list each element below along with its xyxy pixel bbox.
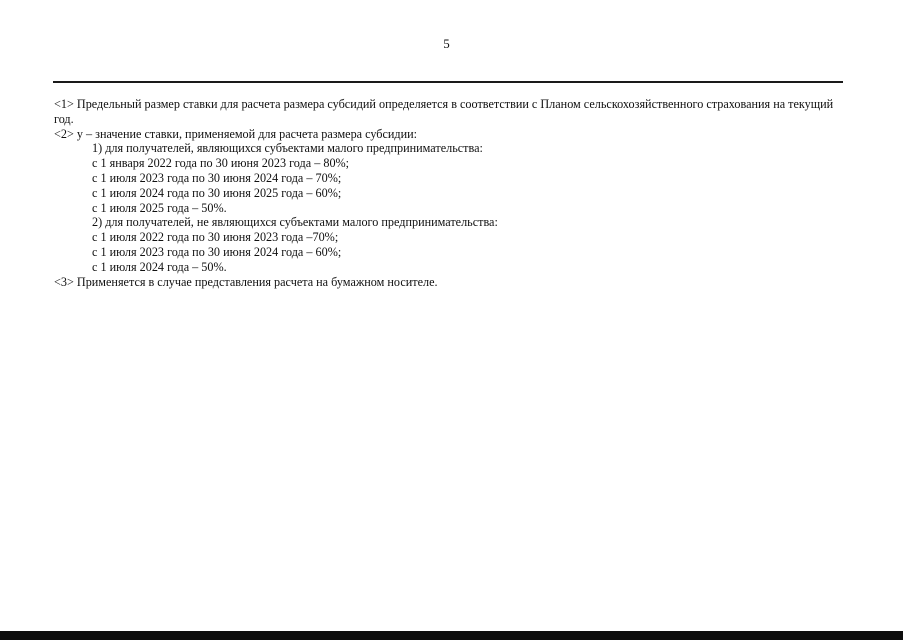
group-2-item: с 1 июля 2024 года – 50%. (92, 259, 227, 274)
group-1-item: с 1 июля 2024 года по 30 июня 2025 года – 60%; (92, 185, 342, 200)
page-number: 5 (443, 36, 450, 51)
footnote-1: <1> Предельный размер ставки для расчета размера субсидий определяется в соответствии с Планом сельскохозяйственного страхования на текущий год. (54, 97, 834, 126)
group-2-item: с 1 июля 2023 года по 30 июня 2024 года – 60%; (92, 244, 342, 259)
footnote-2: <2> у – значение ставки, применяемой для расчета размера субсидии: (54, 126, 418, 141)
horizontal-rule (53, 81, 843, 83)
scan-bottom-edge (0, 631, 903, 640)
group-2-item: с 1 июля 2022 года по 30 июня 2023 года –70%; (92, 230, 339, 245)
group-1-item: с 1 июля 2025 года – 50%. (92, 200, 227, 215)
footnotes-section (54, 97, 844, 289)
group-1-item: с 1 июля 2023 года по 30 июня 2024 года – 70%; (92, 170, 342, 185)
group-1-item: с 1 января 2022 года по 30 июня 2023 года – 80%; (92, 156, 350, 171)
group-1-heading: 1) для получателей, являющихся субъектами малого предпринимательства: (92, 141, 483, 156)
group-2-heading: 2) для получателей, не являющихся субъектами малого предпринимательства: (92, 215, 498, 230)
footnote-3: <3> Применяется в случае представления расчета на бумажном носителе. (54, 274, 438, 289)
